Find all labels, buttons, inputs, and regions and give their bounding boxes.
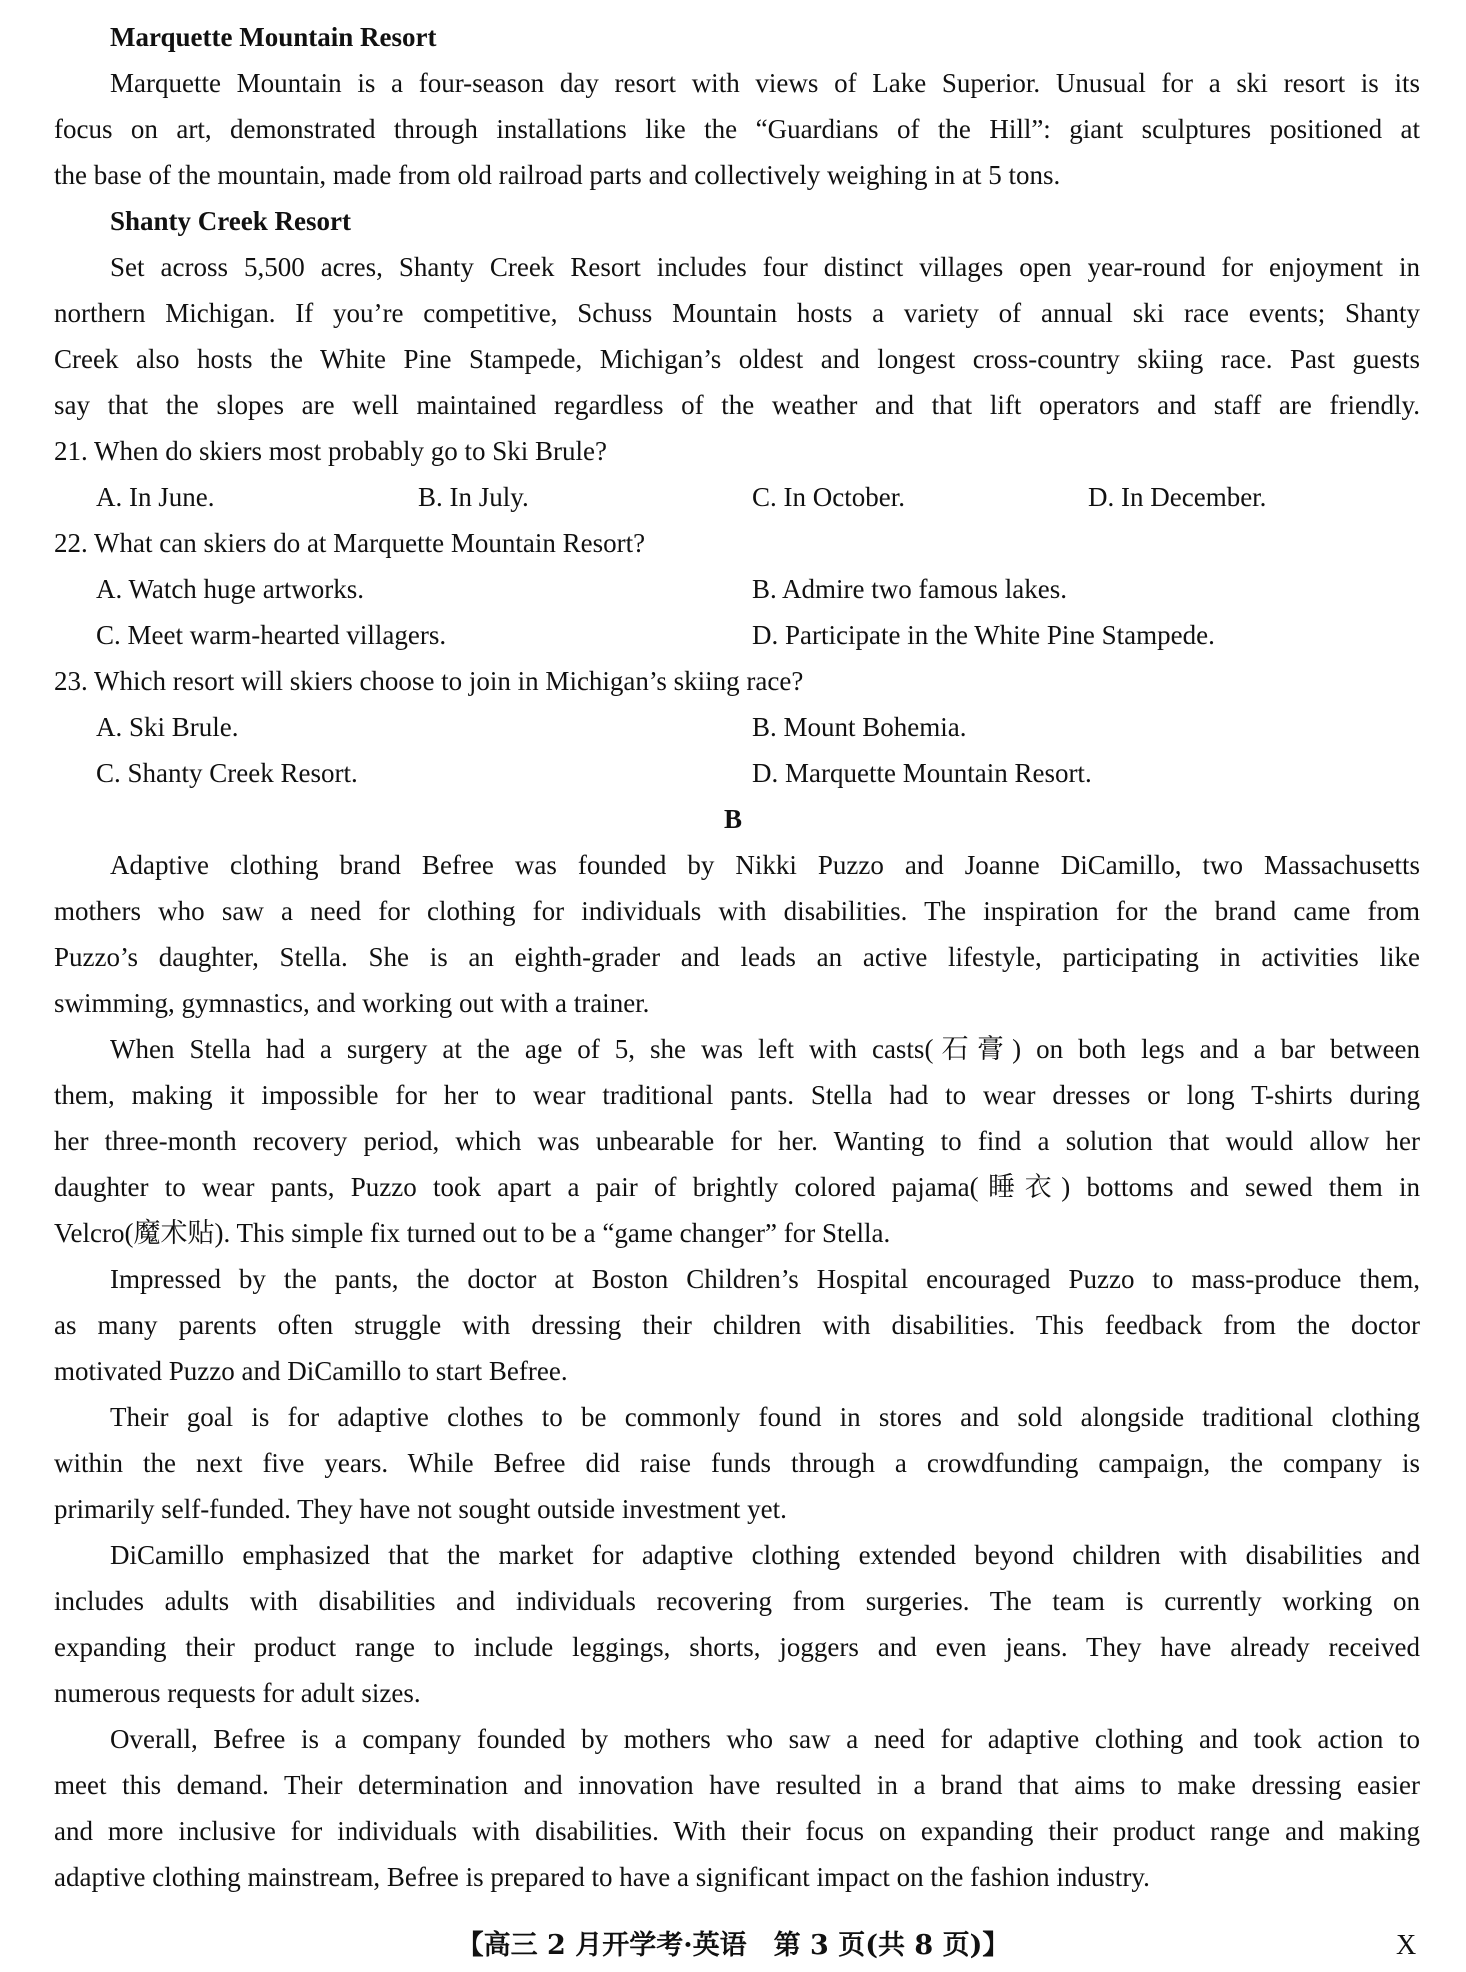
page-footer: 【高三 2 月开学考·英语 第 3 页(共 8 页)】	[456, 1930, 1010, 1961]
shanty-line-1: Set across 5,500 acres, Shanty Creek Resort includes four distinct villages open year-round for enjoyment in	[110, 252, 1420, 282]
question-22-option-d: D. Participate in the White Pine Stampede.	[752, 620, 1215, 650]
question-23-option-c: C. Shanty Creek Resort.	[96, 758, 358, 788]
b-paragraph-2-line-4: daughter to wear pants, Puzzo took apart a pair of brightly colored pajama(睡衣) bottoms and sewed them in	[54, 1172, 1420, 1202]
b-paragraph-6-line-3: and more inclusive for individuals with disabilities. With their focus on expanding their product range and making	[54, 1816, 1420, 1846]
question-23-stem: 23. Which resort will skiers choose to join in Michigan’s skiing race?	[54, 666, 804, 696]
marquette-line-2: focus on art, demonstrated through installations like the “Guardians of the Hill”: giant sculptures positioned at	[54, 114, 1420, 144]
b-paragraph-3-line-3: motivated Puzzo and DiCamillo to start Befree.	[54, 1356, 568, 1386]
question-22-stem: 22. What can skiers do at Marquette Mountain Resort?	[54, 528, 646, 558]
b-paragraph-4-line-3: primarily self-funded. They have not sought outside investment yet.	[54, 1494, 787, 1524]
shanty-line-2: northern Michigan. If you’re competitive, Schuss Mountain hosts a variety of annual ski race events; Shanty	[54, 298, 1420, 328]
question-21-option-d: D. In December.	[1088, 482, 1267, 512]
footer-version-mark: X	[1396, 1930, 1417, 1961]
b-paragraph-1-line-4: swimming, gymnastics, and working out with a trainer.	[54, 988, 650, 1018]
b-paragraph-6-line-2: meet this demand. Their determination and innovation have resulted in a brand that aims to make dressing easier	[54, 1770, 1420, 1800]
question-22-option-c: C. Meet warm-hearted villagers.	[96, 620, 447, 650]
question-21-option-c: C. In October.	[752, 482, 905, 512]
b-paragraph-4-line-2: within the next five years. While Befree did raise funds through a crowdfunding campaign, the company is	[54, 1448, 1420, 1478]
question-21-option-a: A. In June.	[96, 482, 215, 512]
marquette-line-3: the base of the mountain, made from old railroad parts and collectively weighing in at 5 tons.	[54, 160, 1061, 190]
b-paragraph-1-line-3: Puzzo’s daughter, Stella. She is an eighth-grader and leads an active lifestyle, participating in activities like	[54, 942, 1420, 972]
b-paragraph-6-line-1: Overall, Befree is a company founded by mothers who saw a need for adaptive clothing and took action to	[110, 1724, 1420, 1754]
question-23-option-a: A. Ski Brule.	[96, 712, 239, 742]
marquette-heading: Marquette Mountain Resort	[110, 22, 437, 52]
section-b-title: B	[723, 804, 742, 834]
b-paragraph-2-line-2: them, making it impossible for her to wear traditional pants. Stella had to wear dresses or long T-shirts during	[54, 1080, 1420, 1110]
b-paragraph-6-line-4: adaptive clothing mainstream, Befree is prepared to have a significant impact on the fashion industry.	[54, 1862, 1150, 1892]
question-23-option-b: B. Mount Bohemia.	[752, 712, 967, 742]
b-paragraph-4-line-1: Their goal is for adaptive clothes to be commonly found in stores and sold alongside traditional clothing	[110, 1402, 1420, 1432]
shanty-line-4: say that the slopes are well maintained regardless of the weather and that lift operators and staff are friendly.	[54, 390, 1420, 420]
shanty-line-3: Creek also hosts the White Pine Stampede, Michigan’s oldest and longest cross-country skiing race. Past guests	[54, 344, 1420, 374]
question-22-option-a: A. Watch huge artworks.	[96, 574, 365, 604]
question-21-stem: 21. When do skiers most probably go to Ski Brule?	[54, 436, 607, 466]
b-paragraph-3-line-2: as many parents often struggle with dressing their children with disabilities. This feedback from the doctor	[54, 1310, 1420, 1340]
question-22-option-b: B. Admire two famous lakes.	[752, 574, 1067, 604]
b-paragraph-2-line-1: When Stella had a surgery at the age of 5, she was left with casts(石膏) on both legs and a bar between	[110, 1034, 1420, 1064]
b-paragraph-2-line-3: her three-month recovery period, which was unbearable for her. Wanting to find a solution that would allow her	[54, 1126, 1420, 1156]
b-paragraph-5-line-3: expanding their product range to include leggings, shorts, joggers and even jeans. They have already received	[54, 1632, 1420, 1662]
question-21-option-b: B. In July.	[418, 482, 529, 512]
b-paragraph-5-line-1: DiCamillo emphasized that the market for adaptive clothing extended beyond children with disabilities and	[110, 1540, 1420, 1570]
b-paragraph-5-line-2: includes adults with disabilities and individuals recovering from surgeries. The team is currently working on	[54, 1586, 1420, 1616]
marquette-line-1: Marquette Mountain is a four-season day resort with views of Lake Superior. Unusual for a ski resort is its	[110, 68, 1420, 98]
shanty-heading: Shanty Creek Resort	[110, 206, 351, 236]
b-paragraph-1-line-2: mothers who saw a need for clothing for individuals with disabilities. The inspiration for the brand came from	[54, 896, 1420, 926]
b-paragraph-1-line-1: Adaptive clothing brand Befree was founded by Nikki Puzzo and Joanne DiCamillo, two Massachusetts	[110, 850, 1420, 880]
b-paragraph-2-line-5: Velcro(魔术贴). This simple fix turned out to be a “game changer” for Stella.	[54, 1218, 891, 1248]
b-paragraph-3-line-1: Impressed by the pants, the doctor at Boston Children’s Hospital encouraged Puzzo to mass-produce them,	[110, 1264, 1420, 1294]
b-paragraph-5-line-4: numerous requests for adult sizes.	[54, 1678, 421, 1708]
question-23-option-d: D. Marquette Mountain Resort.	[752, 758, 1092, 788]
